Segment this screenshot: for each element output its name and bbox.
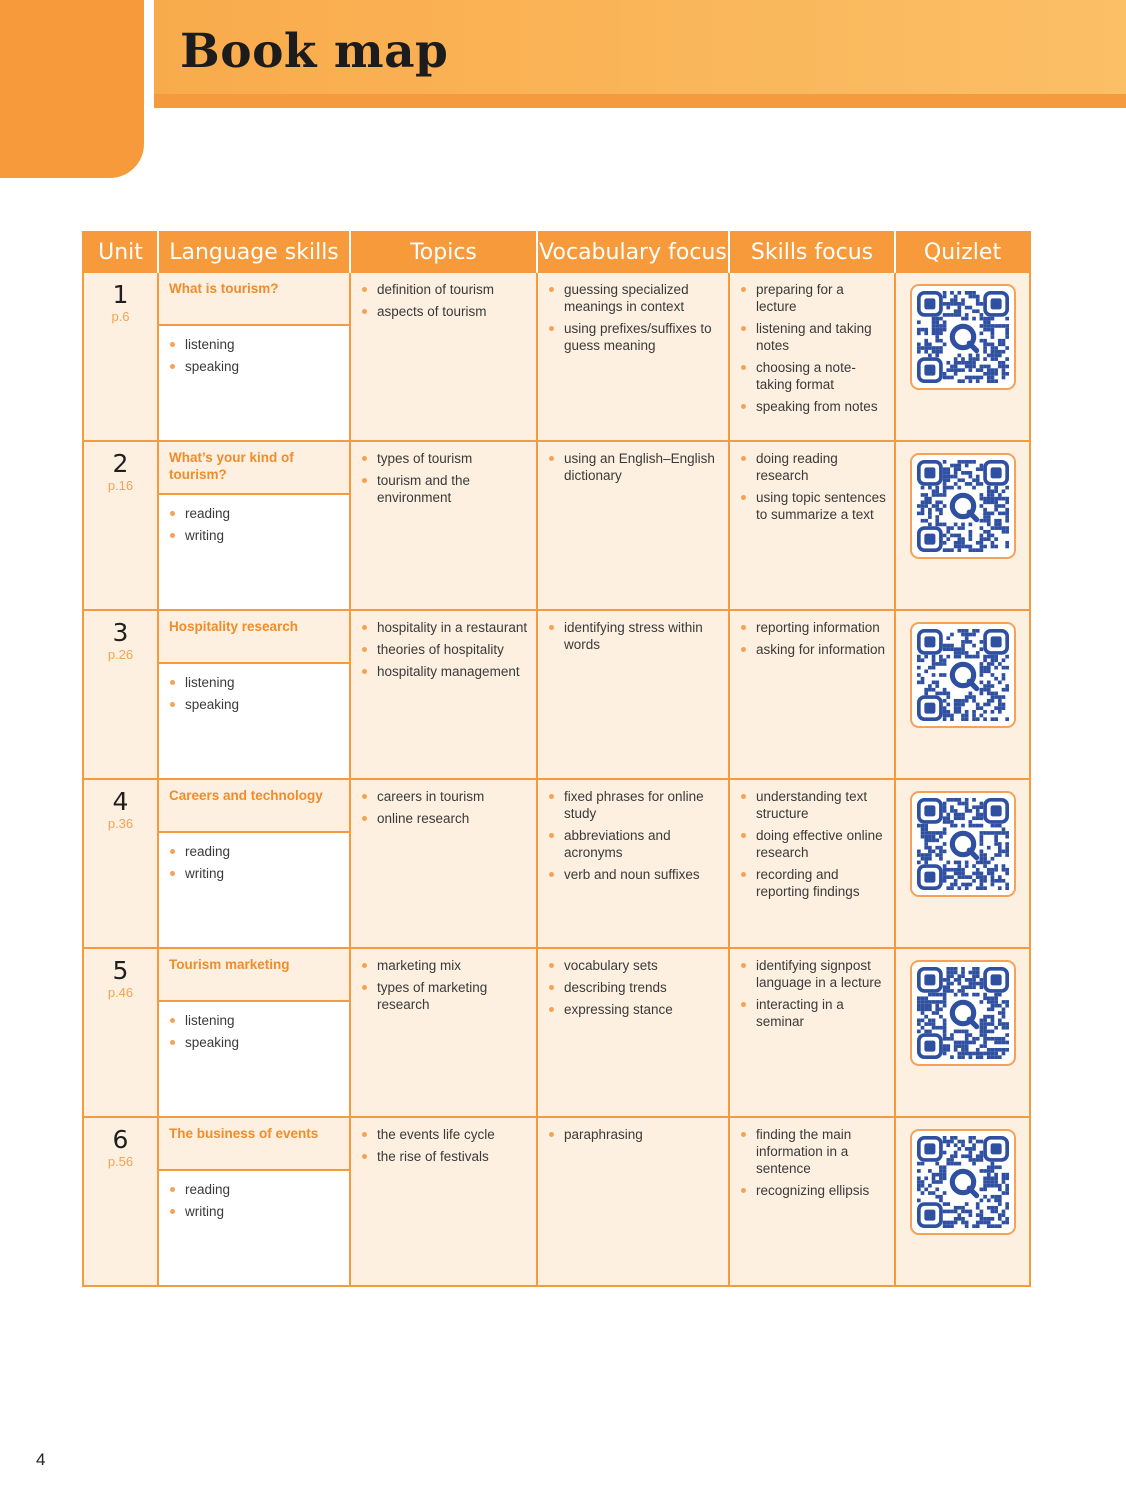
skill-item-list [169, 1181, 339, 1220]
unit-cell [83, 779, 158, 948]
skills-box [159, 495, 349, 609]
skills-box [159, 833, 349, 947]
quizlet-cell [895, 1117, 1030, 1286]
language-skills-stack [159, 780, 349, 947]
skills-focus-item: asking for information [740, 641, 886, 658]
language-skills-cell [158, 779, 350, 948]
topic-item: careers in tourism [361, 788, 528, 805]
quizlet-qr-icon [917, 798, 1009, 890]
topic-item: the events life cycle [361, 1126, 528, 1143]
quizlet-qr-icon [917, 291, 1009, 383]
page-title: Book map [180, 24, 449, 79]
skill-item: writing [169, 527, 339, 544]
vocab-item-list [548, 788, 720, 883]
quizlet-qr-code[interactable] [910, 622, 1016, 728]
vocab-item-list [548, 957, 720, 1018]
topics-cell [350, 441, 537, 610]
skills-focus-cell [729, 779, 895, 948]
language-skills-stack [159, 949, 349, 1116]
table-row [83, 272, 1030, 441]
quizlet-qr-icon [917, 967, 1009, 1059]
skill-item: reading [169, 505, 339, 522]
unit-title: Tourism marketing [159, 949, 349, 1002]
skills-focus-item: choosing a note-taking format [740, 359, 886, 393]
language-skills-stack [159, 442, 349, 609]
skills-focus-item: using topic sentences to summarize a text [740, 489, 886, 523]
vocab-item: using an English–English dictionary [548, 450, 720, 484]
unit-number: 4 [112, 787, 129, 816]
topic-item: theories of hospitality [361, 641, 528, 658]
unit-title: Careers and technology [159, 780, 349, 833]
topic-item: hospitality management [361, 663, 528, 680]
vocab-item: identifying stress within words [548, 619, 720, 653]
skills-focus-item-list [740, 1126, 886, 1199]
skill-item: speaking [169, 1034, 339, 1051]
skills-focus-cell [729, 1117, 895, 1286]
skills-focus-item: identifying signpost language in a lecture [740, 957, 886, 991]
vocabulary-focus-cell [537, 948, 729, 1117]
topic-item-list [361, 1126, 528, 1165]
topic-item-list [361, 281, 528, 320]
topic-item: aspects of tourism [361, 303, 528, 320]
skills-focus-item: listening and taking notes [740, 320, 886, 354]
unit-title: The business of events [159, 1118, 349, 1171]
language-skills-stack [159, 611, 349, 778]
skill-item-list [169, 505, 339, 544]
unit-number: 2 [112, 449, 129, 478]
quizlet-qr-code[interactable] [910, 1129, 1016, 1235]
language-skills-stack [159, 273, 349, 440]
vocab-item-list [548, 619, 720, 653]
skills-focus-item: finding the main information in a sentence [740, 1126, 886, 1177]
column-header-language-skills: Language skills [158, 232, 350, 272]
skill-item: writing [169, 865, 339, 882]
skills-focus-item-list [740, 281, 886, 415]
unit-number: 6 [112, 1125, 129, 1154]
column-header-vocabulary-focus: Vocabulary focus [537, 232, 729, 272]
vocab-item: describing trends [548, 979, 720, 996]
unit-page-ref: p.46 [107, 985, 134, 1000]
topic-item: types of marketing research [361, 979, 528, 1013]
skills-box [159, 664, 349, 778]
skills-focus-item-list [740, 450, 886, 523]
skill-item: speaking [169, 696, 339, 713]
skills-focus-item: interacting in a seminar [740, 996, 886, 1030]
language-skills-cell [158, 272, 350, 441]
topics-cell [350, 1117, 537, 1286]
skill-item-list [169, 674, 339, 713]
skills-box [159, 326, 349, 440]
skills-focus-item: recording and reporting findings [740, 866, 886, 900]
unit-cell [83, 1117, 158, 1286]
quizlet-qr-icon [917, 460, 1009, 552]
unit-title: Hospitality research [159, 611, 349, 664]
topics-cell [350, 948, 537, 1117]
quizlet-qr-code[interactable] [910, 284, 1016, 390]
skills-focus-cell [729, 610, 895, 779]
skills-focus-cell [729, 948, 895, 1117]
skill-item-list [169, 843, 339, 882]
table-row [83, 441, 1030, 610]
skills-focus-item: doing reading research [740, 450, 886, 484]
vocab-item-list [548, 281, 720, 354]
quizlet-cell [895, 610, 1030, 779]
skills-focus-item: doing effective online research [740, 827, 886, 861]
skills-focus-item: reporting information [740, 619, 886, 636]
topic-item: marketing mix [361, 957, 528, 974]
topic-item-list [361, 619, 528, 680]
column-header-quizlet: Quizlet [895, 232, 1030, 272]
table-row [83, 610, 1030, 779]
skill-item-list [169, 1012, 339, 1051]
skills-box [159, 1171, 349, 1285]
column-header-unit: Unit [83, 232, 158, 272]
quizlet-qr-icon [917, 1136, 1009, 1228]
skills-focus-item: recognizing ellipsis [740, 1182, 886, 1199]
column-header-skills-focus: Skills focus [729, 232, 895, 272]
language-skills-cell [158, 441, 350, 610]
unit-cell [83, 441, 158, 610]
unit-page-ref: p.36 [107, 816, 134, 831]
skills-focus-cell [729, 441, 895, 610]
unit-cell [83, 610, 158, 779]
vocabulary-focus-cell [537, 610, 729, 779]
topic-item: types of tourism [361, 450, 528, 467]
topics-cell [350, 610, 537, 779]
vocab-item-list [548, 450, 720, 484]
unit-cell [83, 948, 158, 1117]
language-skills-stack [159, 1118, 349, 1285]
unit-title: What’s your kind of tourism? [159, 442, 349, 495]
corner-tab [0, 0, 144, 178]
vocab-item: vocabulary sets [548, 957, 720, 974]
header-stripe [154, 94, 1126, 108]
table-header-row [83, 232, 1030, 272]
vocab-item: using prefixes/suffixes to guess meaning [548, 320, 720, 354]
skills-focus-item-list [740, 619, 886, 658]
quizlet-qr-icon [917, 629, 1009, 721]
skill-item: listening [169, 1012, 339, 1029]
language-skills-cell [158, 610, 350, 779]
language-skills-cell [158, 948, 350, 1117]
skills-box [159, 1002, 349, 1116]
topics-cell [350, 779, 537, 948]
vocabulary-focus-cell [537, 779, 729, 948]
vocab-item: fixed phrases for online study [548, 788, 720, 822]
table-row [83, 1117, 1030, 1286]
skill-item: reading [169, 843, 339, 860]
unit-cell [83, 272, 158, 441]
vocabulary-focus-cell [537, 441, 729, 610]
skills-focus-item: understanding text structure [740, 788, 886, 822]
topic-item: hospitality in a restaurant [361, 619, 528, 636]
skills-focus-item-list [740, 788, 886, 900]
vocab-item: guessing specialized meanings in context [548, 281, 720, 315]
page-number: 4 [36, 1450, 46, 1469]
unit-page-ref: p.6 [111, 309, 130, 324]
unit-title: What is tourism? [159, 273, 349, 326]
vocab-item: abbreviations and acronyms [548, 827, 720, 861]
quizlet-qr-code[interactable] [910, 960, 1016, 1066]
topic-item: the rise of festivals [361, 1148, 528, 1165]
skills-focus-item: speaking from notes [740, 398, 886, 415]
vocabulary-focus-cell [537, 272, 729, 441]
language-skills-cell [158, 1117, 350, 1286]
topic-item-list [361, 957, 528, 1013]
unit-number: 1 [112, 280, 129, 309]
quizlet-qr-code[interactable] [910, 791, 1016, 897]
vocabulary-focus-cell [537, 1117, 729, 1286]
unit-page-ref: p.16 [107, 478, 134, 493]
quizlet-cell [895, 948, 1030, 1117]
topic-item-list [361, 788, 528, 827]
skill-item: listening [169, 674, 339, 691]
vocab-item: verb and noun suffixes [548, 866, 720, 883]
quizlet-cell [895, 441, 1030, 610]
topic-item: tourism and the environment [361, 472, 528, 506]
topic-item-list [361, 450, 528, 506]
topic-item: online research [361, 810, 528, 827]
skill-item: writing [169, 1203, 339, 1220]
table-row [83, 779, 1030, 948]
unit-page-ref: p.56 [107, 1154, 134, 1169]
quizlet-qr-code[interactable] [910, 453, 1016, 559]
quizlet-cell [895, 272, 1030, 441]
skills-focus-item-list [740, 957, 886, 1030]
unit-number: 5 [112, 956, 129, 985]
unit-page-ref: p.26 [107, 647, 134, 662]
skills-focus-cell [729, 272, 895, 441]
skill-item-list [169, 336, 339, 375]
skills-focus-item: preparing for a lecture [740, 281, 886, 315]
topic-item: definition of tourism [361, 281, 528, 298]
vocab-item: paraphrasing [548, 1126, 720, 1143]
table-row [83, 948, 1030, 1117]
topics-cell [350, 272, 537, 441]
skill-item: listening [169, 336, 339, 353]
skill-item: speaking [169, 358, 339, 375]
column-header-topics: Topics [350, 232, 537, 272]
book-map-table [82, 231, 1031, 1287]
vocab-item-list [548, 1126, 720, 1143]
table-body [83, 272, 1030, 1286]
quizlet-cell [895, 779, 1030, 948]
vocab-item: expressing stance [548, 1001, 720, 1018]
skill-item: reading [169, 1181, 339, 1198]
unit-number: 3 [112, 618, 129, 647]
